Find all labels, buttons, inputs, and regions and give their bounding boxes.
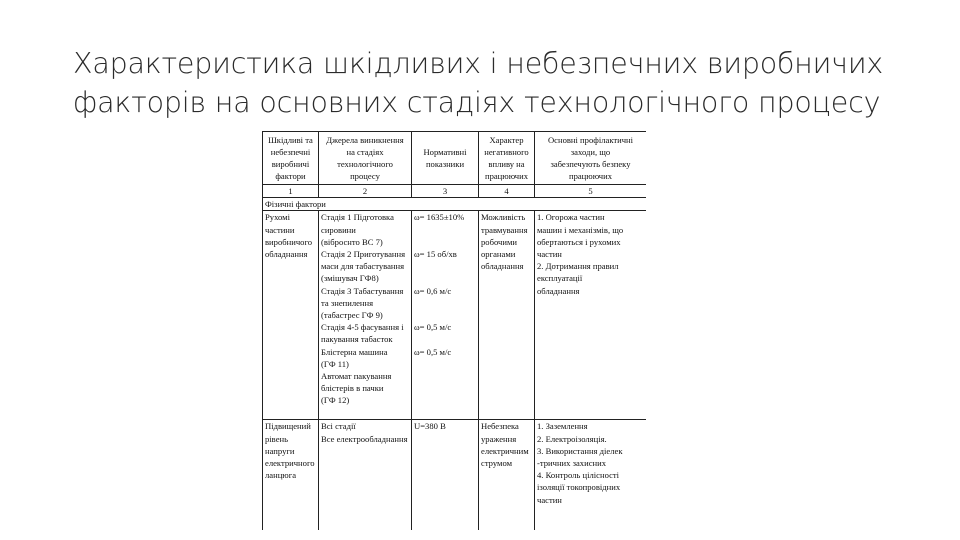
cell-text-line: 2. Дотримання правил — [537, 261, 619, 272]
cell-sources — [319, 211, 412, 420]
cell-text-line: процесу — [350, 171, 380, 182]
cell-text-line: ланцюга — [265, 470, 297, 481]
slide-title — [73, 44, 933, 122]
cell-text-line: Стадія 1 Підготовка — [321, 212, 394, 223]
cell-text-line: частини — [265, 224, 295, 235]
cell-text-line: забезпечують безпеку — [550, 159, 631, 169]
cell-text-line: Основні профілактичні — [547, 134, 634, 145]
cell-text-line: Небезпека — [481, 421, 519, 432]
cell-text-line: ізоляції токопровідних — [537, 482, 621, 493]
cell-text-line: Все електрообладнання — [321, 433, 408, 444]
cell-text-line: -тричних захисних — [537, 458, 606, 469]
cell-text-line: 1. Огорожа частин — [537, 212, 605, 223]
cell-text-line: (ГФ 11) — [321, 358, 349, 369]
cell-text-line: експлуатації — [537, 273, 583, 284]
blank-line — [414, 297, 476, 309]
cell-text-line: виробничі — [271, 159, 310, 169]
cell-text-line: ω= 0,5 м/с — [414, 346, 452, 357]
cell-text-line: (ГФ 12) — [321, 395, 350, 406]
cell-sources — [319, 420, 412, 531]
cell-text-line: Рухомі — [265, 212, 291, 223]
cell-text-line: ураження — [481, 433, 517, 444]
cell-text-line: фактори — [275, 171, 306, 182]
cell-text-line: впливу на — [488, 159, 525, 169]
slide-title-line-2: факторів на основних стадіях технологічного процесу — [73, 86, 881, 119]
cell-text-line: 1. Заземлення — [537, 421, 588, 432]
cell-text-line: Стадія 3 Табастування — [321, 285, 404, 296]
column-number: 2 — [319, 185, 412, 198]
blank-line — [414, 224, 476, 236]
cell-text-line: Характер — [489, 134, 524, 145]
cell-text-line: Всі стадії — [321, 421, 356, 432]
cell-text-line: Блістерна машина — [321, 346, 388, 357]
cell-text-line: ω= 1635±10% — [414, 212, 465, 223]
cell-text-line: виробничого — [265, 236, 313, 247]
cell-text-line: та знепилення — [321, 297, 374, 308]
cell-text-line: обертаються і рухомих — [537, 236, 621, 247]
column-number: 3 — [412, 185, 479, 198]
hazard-factors-table — [262, 131, 646, 530]
cell-text-line: технологічного — [337, 159, 393, 169]
blank-line — [414, 309, 476, 321]
cell-text-line: машин і механізмів, що — [537, 224, 624, 235]
cell-text-line: органами — [481, 249, 516, 260]
cell-text-line: струмом — [481, 458, 513, 469]
cell-text-line: Підвищений — [265, 421, 311, 432]
cell-text-line: частин — [537, 249, 562, 260]
header-cell-impact — [479, 132, 535, 185]
column-number: 4 — [479, 185, 535, 198]
cell-measures — [535, 211, 647, 420]
cell-text-line: 2. Електроізоляція. — [537, 433, 607, 444]
cell-text-line: працюючих — [484, 171, 529, 182]
cell-text-line: обладнання — [481, 261, 524, 272]
cell-text-line: ω= 15 об/хв — [414, 248, 457, 259]
cell-text-line: Стадія 4-5 фасування і — [321, 322, 404, 333]
header-cell-norms — [412, 132, 479, 185]
cell-text-line: маси для табастування — [321, 261, 405, 272]
cell-text-line: сировини — [321, 224, 356, 235]
cell-factor — [263, 420, 319, 531]
column-number: 5 — [535, 185, 647, 198]
cell-text-line: негативного — [484, 146, 529, 157]
cell-text-line: (змішувач ГФ8) — [321, 273, 379, 284]
hazard-factors-table-wrapper — [262, 131, 646, 540]
cell-text-line: частин — [537, 494, 562, 505]
cell-text-line: показники — [425, 159, 465, 169]
cell-text-line: небезпечні — [270, 146, 311, 157]
cell-text-line: блістерів в пачки — [321, 383, 384, 394]
blank-line — [414, 236, 476, 248]
cell-text-line: 4. Контроль цілісності — [537, 470, 620, 481]
table-row — [263, 211, 647, 420]
cell-text-line: обладнання — [265, 249, 308, 260]
cell-text-line: працюючих — [568, 171, 613, 182]
section-title: Фізичні фактори — [263, 198, 647, 211]
cell-text-line: напруги — [265, 445, 295, 456]
cell-text-line: (віброснто ВС 7) — [321, 236, 383, 247]
slide-title-line-1: Характеристика шкідливих і небезпечних виробничих — [73, 47, 884, 80]
cell-text-line: обладнання — [537, 285, 580, 296]
blank-line — [414, 333, 476, 345]
cell-text-line: Стадія 2 Приготування — [321, 249, 406, 260]
cell-text-line: (табастрес ГФ 9) — [321, 310, 383, 321]
cell-measures — [535, 420, 647, 531]
section-row — [263, 198, 647, 211]
cell-text-line: Джерела виникнення — [326, 134, 404, 145]
cell-text-line: робочими — [481, 236, 517, 247]
cell-text-line: заходи, що — [570, 146, 611, 157]
cell-text-line: рівень — [265, 433, 289, 444]
cell-text-line: Шкідливі та — [268, 134, 313, 145]
blank-line — [414, 272, 476, 284]
column-number: 1 — [263, 185, 319, 198]
cell-norms — [412, 420, 479, 531]
header-cell-factors — [263, 132, 319, 185]
cell-text-line: пакування табасток — [321, 334, 393, 345]
cell-text-line: Можливість — [481, 212, 526, 223]
cell-impact — [479, 420, 535, 531]
cell-text-line: ω= 0,5 м/с — [414, 322, 452, 333]
column-number-row — [263, 185, 647, 198]
cell-text-line: U=380 В — [414, 421, 446, 432]
cell-text-line: травмування — [481, 224, 528, 235]
cell-norms — [412, 211, 479, 420]
cell-text-line: ω= 0,6 м/с — [414, 285, 452, 296]
cell-factor — [263, 211, 319, 420]
cell-text-line: Нормативні — [423, 146, 467, 157]
cell-text-line: електричного — [265, 458, 315, 469]
header-cell-sources — [319, 132, 412, 185]
table-row — [263, 420, 647, 531]
cell-text-line: 3. Використання діелек — [537, 445, 623, 456]
table-header-row — [263, 132, 647, 185]
cell-impact — [479, 211, 535, 420]
cell-text-line: електричним — [481, 445, 529, 456]
blank-line — [414, 260, 476, 272]
cell-text-line: Автомат пакування — [321, 371, 392, 382]
header-cell-measures — [535, 132, 647, 185]
cell-text-line: на стадіях — [346, 146, 384, 157]
